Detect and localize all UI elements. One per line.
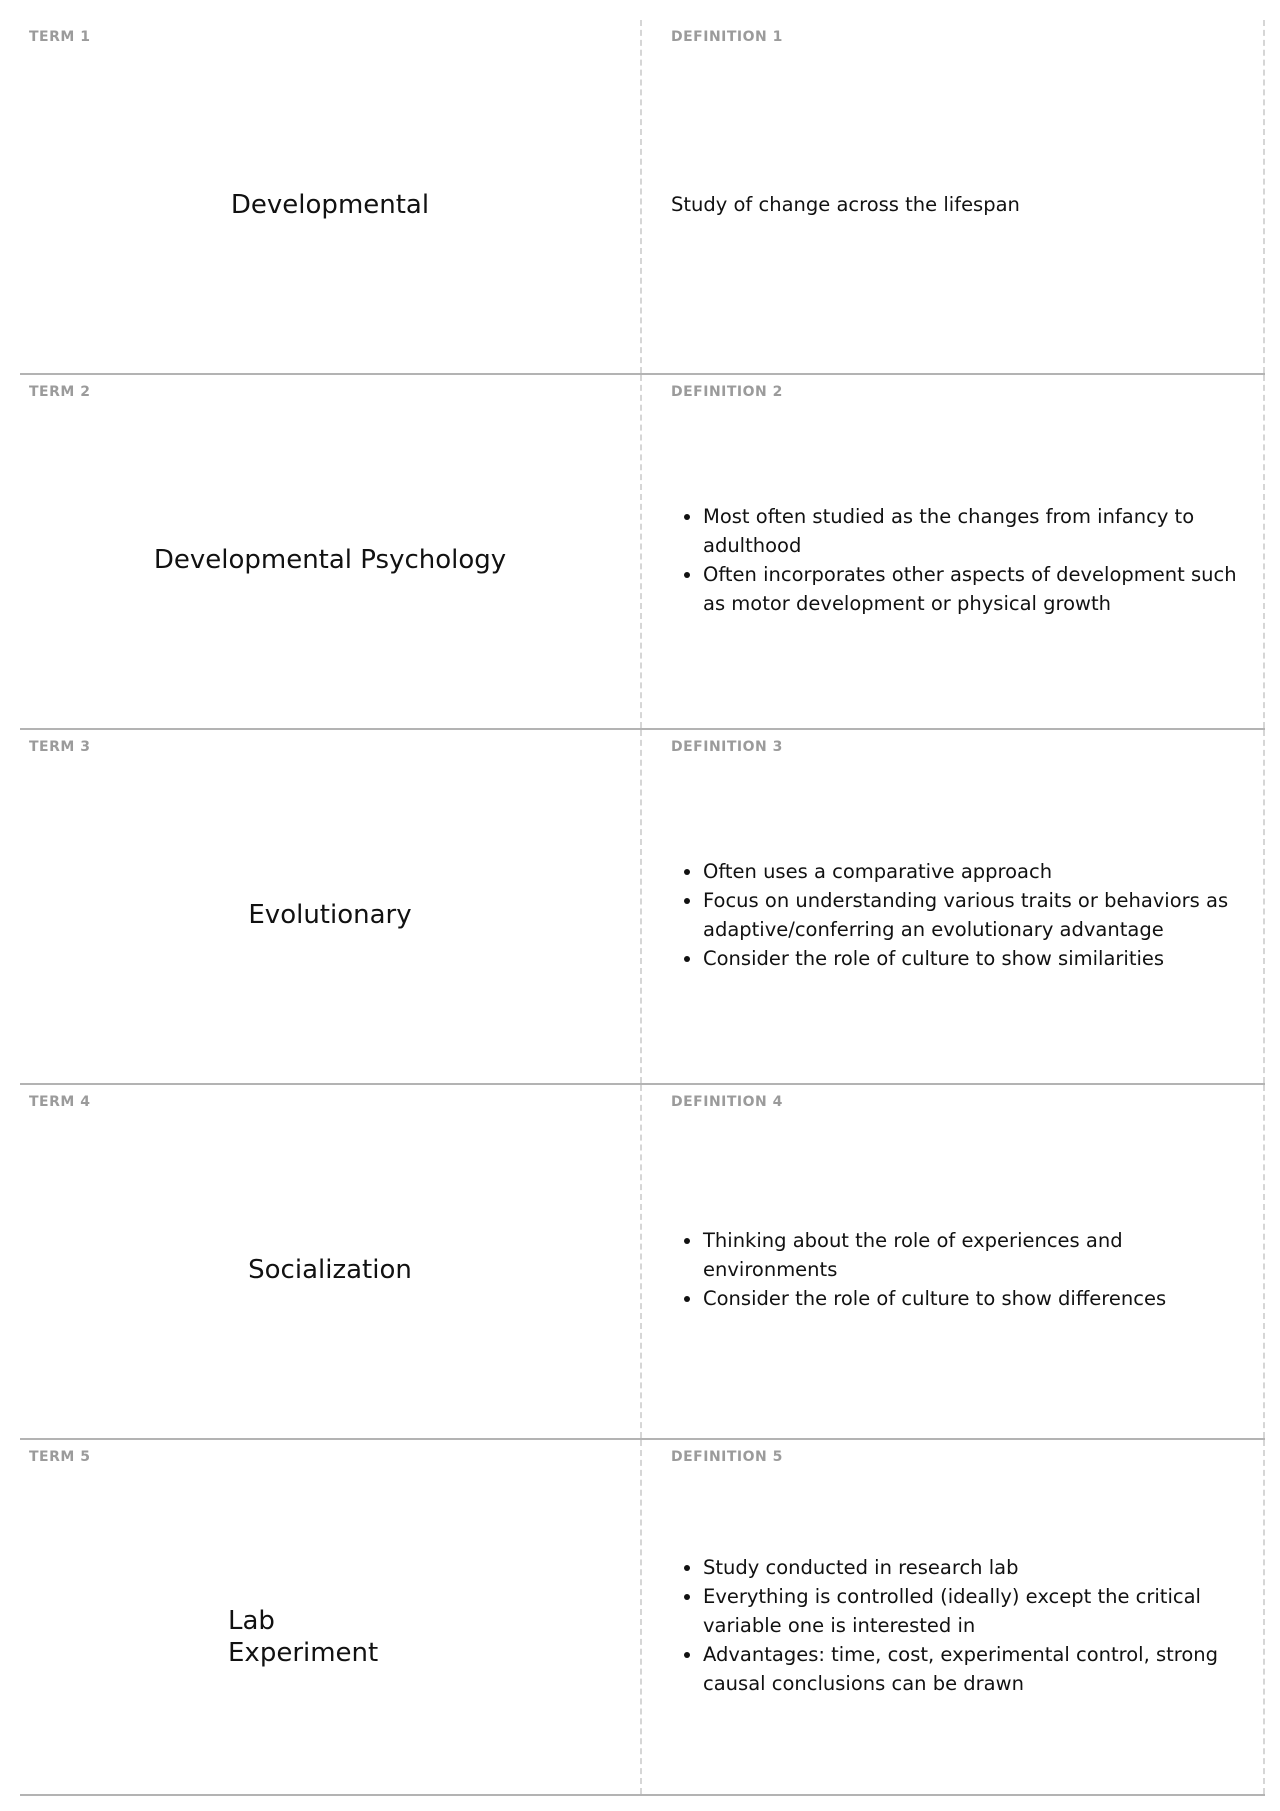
term-cell (20, 20, 642, 373)
definition-bullet: • Consider the role of culture to show differences (703, 1284, 1253, 1313)
term-label: TERM 1 (29, 29, 91, 45)
term-cell (20, 1085, 642, 1438)
definition-bullet: • Thinking about the role of experiences and environments (703, 1226, 1253, 1284)
definition-bullet: • Often incorporates other aspects of development such as motor development or physical growth (703, 560, 1253, 618)
definition-cell (642, 1440, 1265, 1794)
definition-bullet: • Focus on understanding various traits or behaviors as adaptive/conferring an evolutionary advantage (703, 886, 1253, 944)
flashcard-row (20, 375, 1265, 730)
term-cell (20, 1440, 642, 1794)
definition-bullet: • Everything is controlled (ideally) except the critical variable one is interested in (703, 1582, 1253, 1640)
definition-bullet-list (671, 857, 1253, 973)
definition-cell (642, 375, 1265, 728)
term-label: TERM 5 (29, 1449, 91, 1465)
definition-bullet: • Advantages: time, cost, experimental control, strong causal conclusions can be drawn (703, 1640, 1253, 1698)
flashcard-row (20, 1440, 1265, 1796)
definition-body (671, 1085, 1253, 1438)
term-label: TERM 3 (29, 739, 91, 755)
flashcard-row (20, 20, 1265, 375)
flashcard-sheet (20, 20, 1265, 1796)
definition-cell (642, 20, 1265, 373)
definition-body (671, 375, 1253, 728)
term-line: Experiment (228, 1638, 379, 1668)
definition-cell (642, 1085, 1265, 1438)
definition-bullet-list (671, 502, 1253, 618)
term-label: TERM 2 (29, 384, 91, 400)
term-text: Developmental (230, 189, 430, 220)
definition-bullet-list (671, 1226, 1253, 1313)
definition-body (671, 730, 1253, 1083)
definition-label: DEFINITION 2 (671, 384, 783, 400)
definition-label: DEFINITION 1 (671, 29, 783, 45)
definition-text: Study of change across the lifespan (671, 193, 1020, 216)
term-line: Lab (228, 1606, 275, 1636)
definition-bullet: • Often uses a comparative approach (703, 857, 1253, 886)
term-label: TERM 4 (29, 1094, 91, 1110)
definition-body (671, 20, 1253, 373)
definition-bullet: • Study conducted in research lab (703, 1553, 1253, 1582)
definition-bullet-list (671, 1553, 1253, 1698)
definition-label: DEFINITION 5 (671, 1449, 783, 1465)
definition-label: DEFINITION 3 (671, 739, 783, 755)
term-cell (20, 375, 642, 728)
term-text: Evolutionary (248, 899, 412, 930)
flashcard-row (20, 730, 1265, 1085)
term-text: Socialization (248, 1254, 412, 1285)
term-cell (20, 730, 642, 1083)
definition-cell (642, 730, 1265, 1083)
term-text: Developmental Psychology (153, 544, 507, 575)
definition-body (671, 1440, 1253, 1794)
term-text (20, 1440, 640, 1794)
definition-bullet: • Consider the role of culture to show similarities (703, 944, 1253, 973)
flashcard-row (20, 1085, 1265, 1440)
definition-label: DEFINITION 4 (671, 1094, 783, 1110)
definition-bullet: • Most often studied as the changes from infancy to adulthood (703, 502, 1253, 560)
